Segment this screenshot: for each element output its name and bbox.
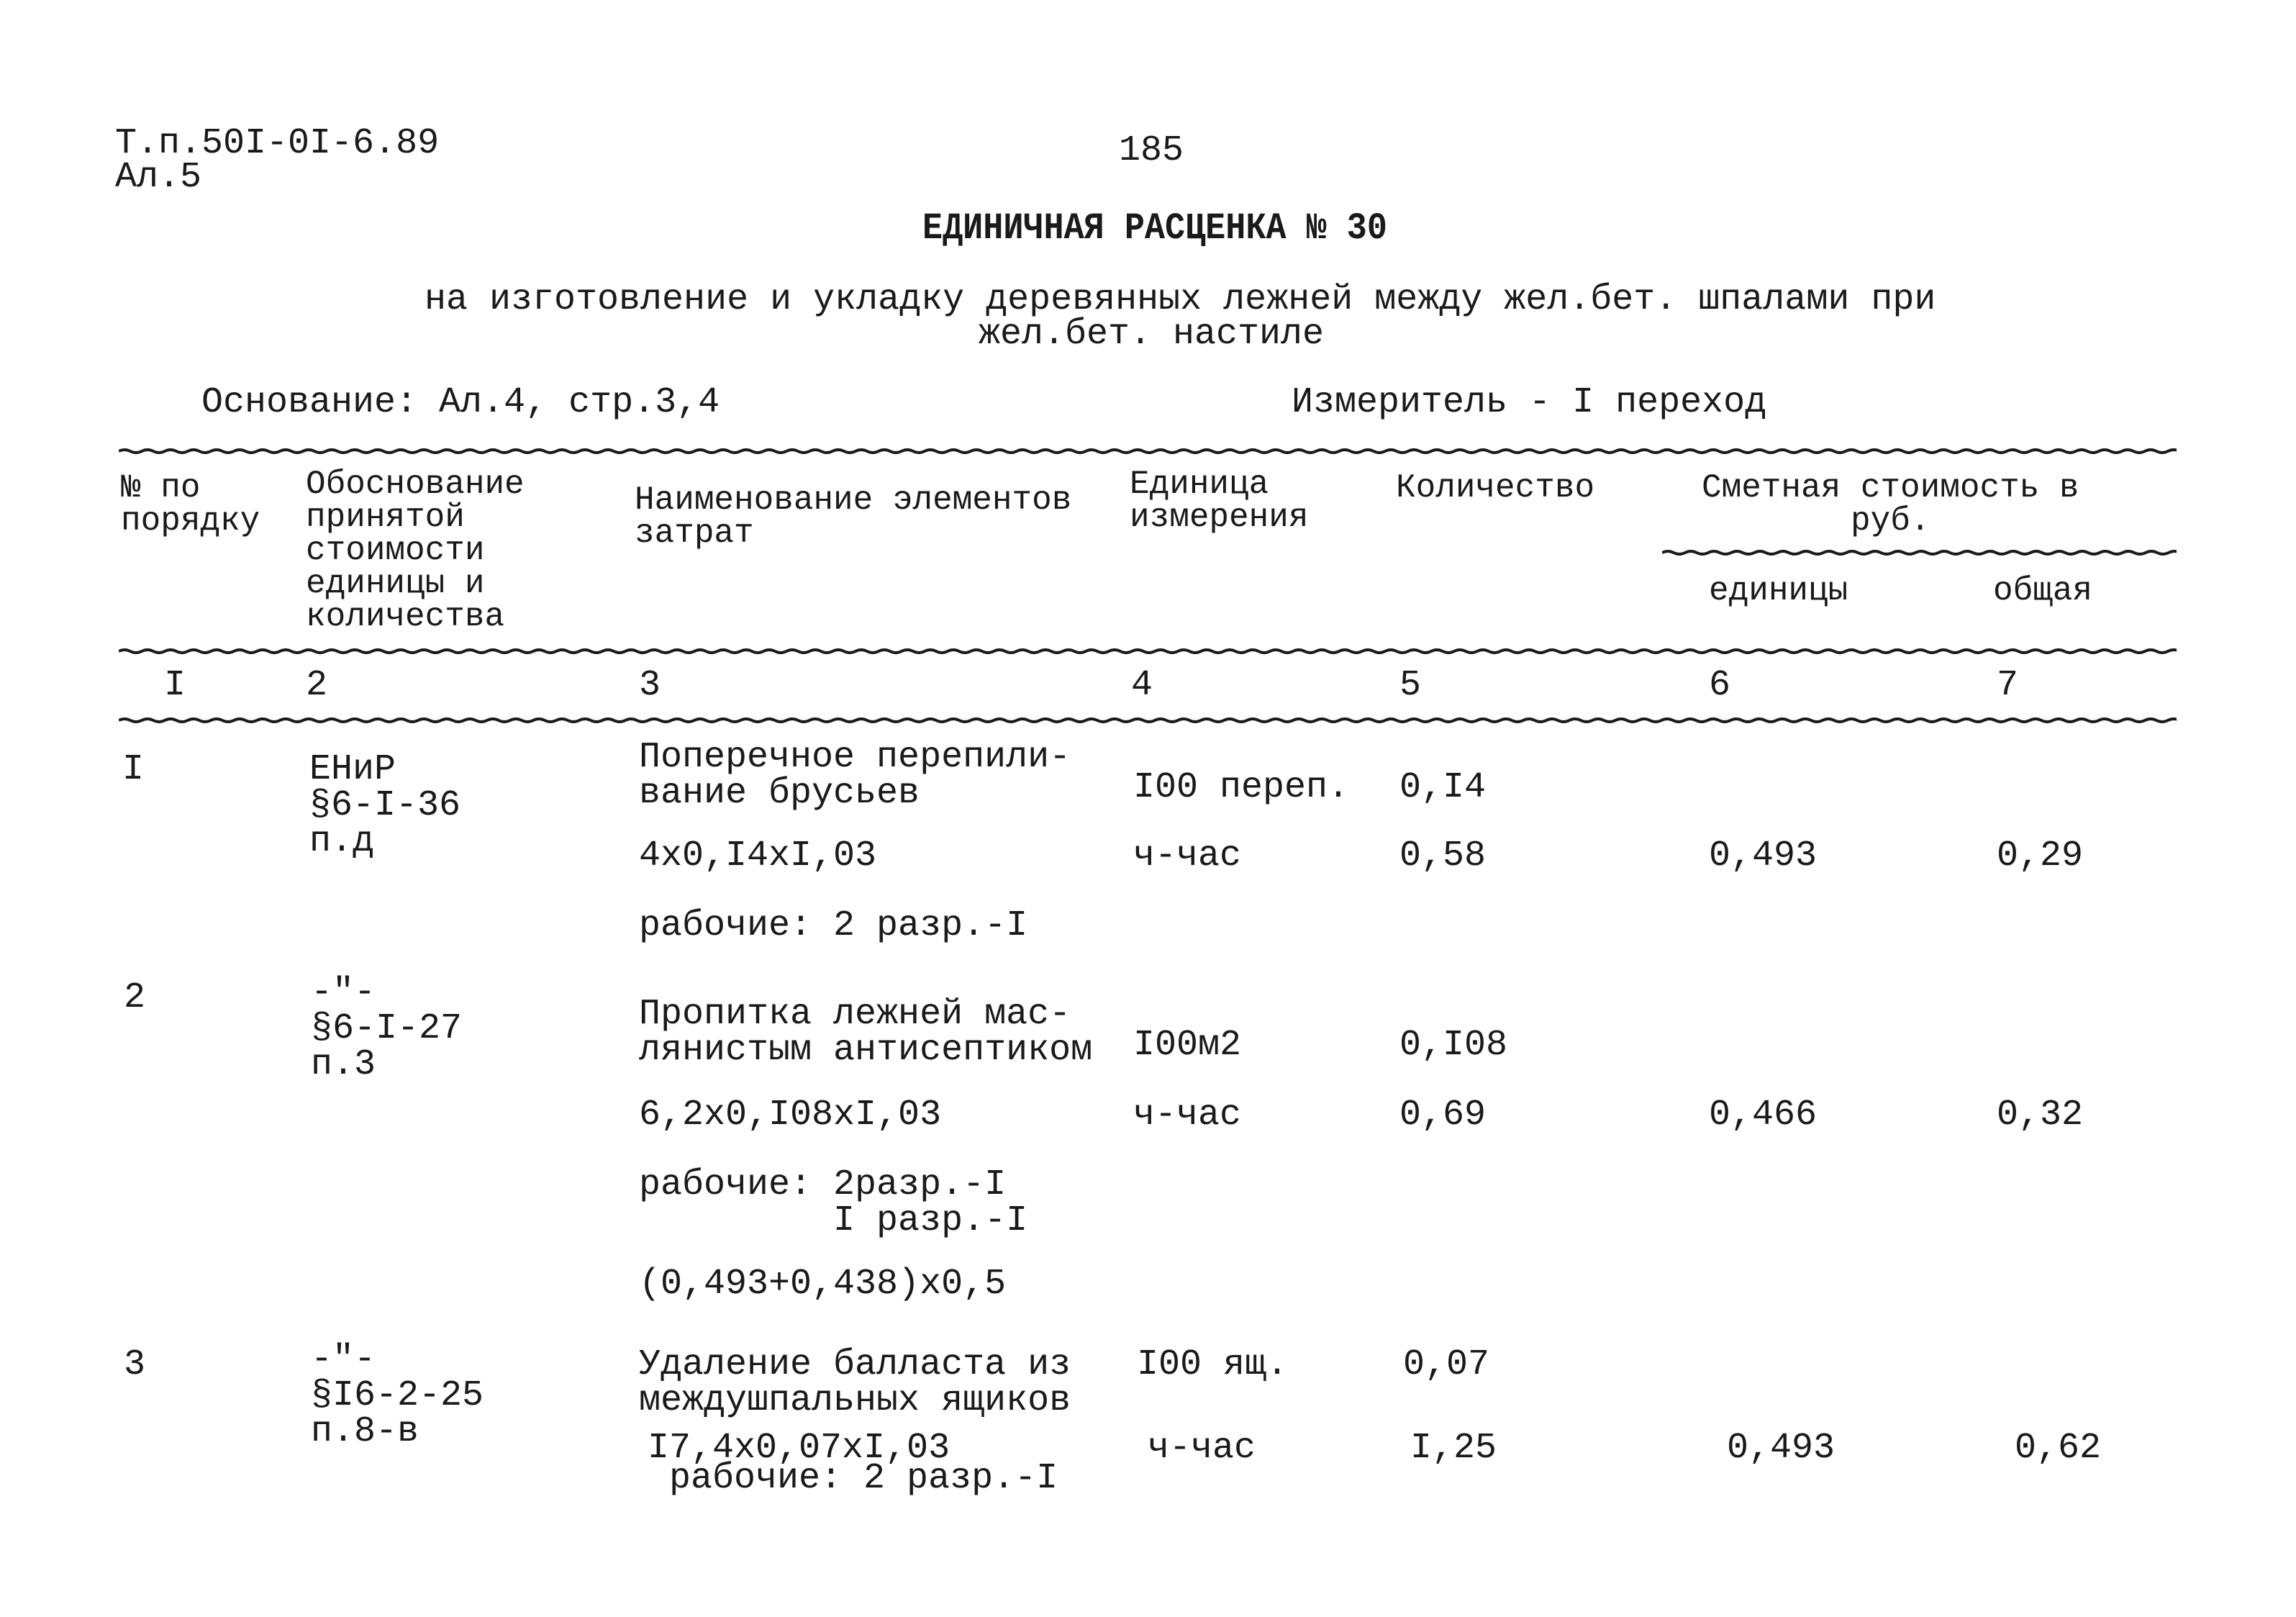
row-calculation: 4х0,I4хI,03 [639, 835, 877, 877]
header-quantity: Количество [1396, 469, 1595, 507]
row-number: 2 [124, 977, 146, 1018]
basis-line: Основание: Ал.4, стр.3,4 [201, 382, 720, 423]
subtitle-line-2: жел.бет. настиле [978, 314, 1325, 355]
row-unit-cost: 0,493 [1709, 835, 1818, 877]
header-total-cost: общая [1993, 572, 2093, 610]
column-number-2: 2 [306, 665, 328, 706]
header-unit-cost: единицы [1709, 572, 1848, 610]
row-workers: рабочие: 2 разр.-I [639, 905, 1028, 946]
row-calc-quantity: 0,69 [1399, 1095, 1487, 1136]
row-calc-quantity: 0,58 [1399, 835, 1487, 877]
row-number: I [122, 749, 145, 790]
row-calc-unit: ч-час [1133, 1095, 1242, 1136]
page-number: 185 [1119, 130, 1184, 171]
row-calc-quantity: I,25 [1410, 1428, 1497, 1469]
cost-header-rule [1662, 549, 2177, 556]
document-title: ЕДИНИЧНАЯ РАСЦЕНКА № 30 [922, 207, 1387, 250]
column-number-1: I [164, 665, 186, 706]
row-cost-element-name: Пропитка лежней мас- лянистым антисептиком [639, 994, 1093, 1071]
row-total-cost: 0,62 [2015, 1428, 2102, 1469]
header-basis: Обоснование принятой стоимости единицы и количества [306, 466, 525, 635]
column-numbers-rule [119, 717, 2177, 724]
column-number-3: 3 [639, 665, 661, 706]
row-cost-element-name: Удаление балласта из междушпальных ящиков [639, 1344, 1071, 1421]
row-quantity: 0,07 [1403, 1344, 1490, 1385]
row-workers: рабочие: 2 разр.-I [648, 1458, 1058, 1499]
album-number: Ал.5 [115, 157, 202, 198]
row-basis: -"- §6-I-27 п.3 [311, 972, 463, 1085]
row-basis: -"- §I6-2-25 п.8-в [311, 1339, 484, 1452]
subtitle-line-1: на изготовление и укладку деревянных лежней между жел.бет. шпалами при [425, 279, 1936, 320]
row-unit-cost: 0,493 [1727, 1428, 1836, 1469]
document-code: Т.п.50I-0I-6.89 [115, 123, 440, 164]
table-top-rule [119, 448, 2177, 455]
row-unit-cost: 0,466 [1709, 1095, 1818, 1136]
row-calculation: 6,2х0,I08хI,03 [639, 1095, 942, 1136]
row-total-cost: 0,29 [1997, 835, 2084, 877]
column-number-4: 4 [1131, 665, 1153, 706]
header-cost-elements: Наименование элементов затрат [635, 481, 1072, 552]
column-number-5: 5 [1399, 665, 1422, 706]
row-cost-element-name: Поперечное перепили- вание брусьев [639, 737, 1071, 814]
column-number-6: 6 [1709, 665, 1731, 706]
row-formula: (0,493+0,438)х0,5 [639, 1264, 1007, 1305]
row-unit: I00м2 [1133, 1025, 1242, 1066]
header-estimated-cost: Сметная стоимость в руб. [1702, 469, 2079, 540]
header-bottom-rule [119, 648, 2177, 655]
header-unit: Единица измерения [1130, 466, 1309, 536]
row-unit: I00 ящ. [1137, 1344, 1289, 1385]
row-quantity: 0,I08 [1399, 1025, 1508, 1066]
row-calculation: I7,4х0,07хI,03 [648, 1428, 950, 1469]
header-row-number: № по порядку [121, 469, 260, 540]
column-number-7: 7 [1997, 665, 2019, 706]
row-quantity: 0,I4 [1399, 767, 1487, 808]
row-calc-unit: ч-час [1133, 835, 1242, 877]
row-number: 3 [124, 1344, 146, 1385]
row-basis: ЕНиР §6-I-36 п.д [309, 749, 461, 862]
row-calc-unit: ч-час [1148, 1428, 1256, 1469]
row-unit: I00 переп. [1133, 767, 1350, 808]
row-workers: рабочие: 2разр.-I I разр.-I [639, 1164, 1028, 1241]
meter-line: Измеритель - I переход [1292, 382, 1767, 423]
row-total-cost: 0,32 [1997, 1095, 2084, 1136]
